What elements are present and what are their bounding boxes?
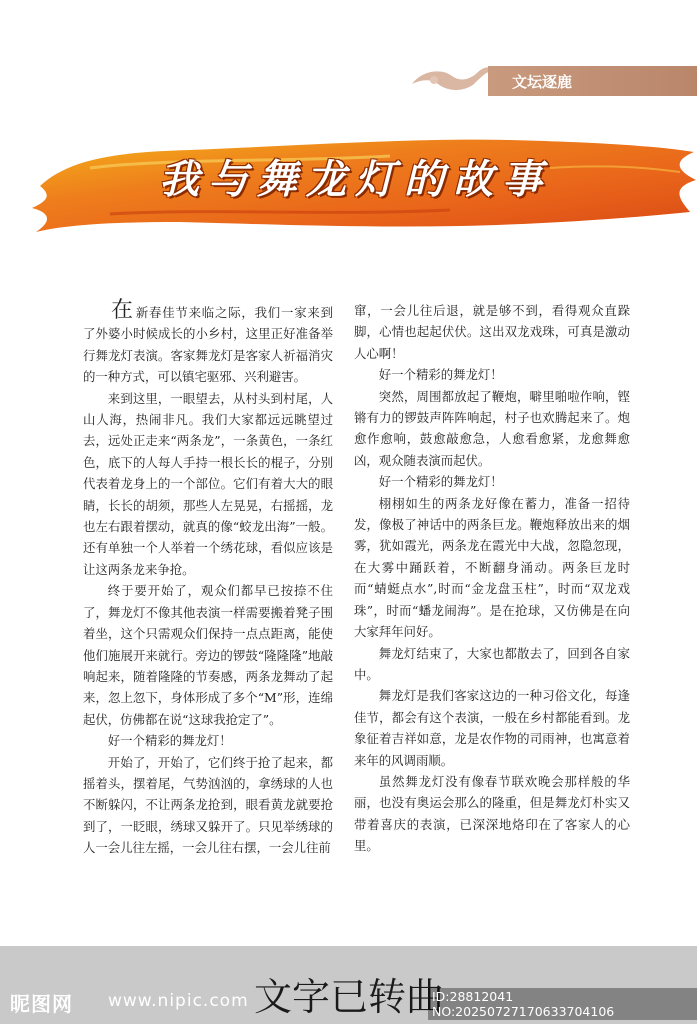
site-url[interactable]: www.nipic.com xyxy=(108,991,249,1011)
paragraph: 来到这里，一眼望去，从村头到村尾，人山人海，热闹非凡。我们大家都远远眺望过去，远处正走来“两条龙”，一条黄色，一条红色，底下的人每人手持一根长长的棍子，分别代表着龙身上的一个部位。它们有着大大的眼睛，长长的胡须，那些人左晃晃，右摇摇，龙也左右跟着摆动，就真的像“蛟龙出海”一般。还有单独一个人举着一个绣花球，看似应该是让这两条龙来争抢。 xyxy=(83,390,333,577)
article-right-column xyxy=(354,300,630,857)
paragraph: 虽然舞龙灯没有像春节联欢晚会那样般的华丽，也没有奥运会那么的隆重，但是舞龙灯朴实又带着喜庆的表演，已深深地烙印在了客家人的心里。 xyxy=(354,773,630,854)
paragraph: 终于要开始了，观众们都早已按捺不住了，舞龙灯不像其他表演一样需要搬着凳子围着坐，这个只需观众们保持一点点距离，能使他们施展开来就行。旁边的锣鼓“隆隆隆”地敲响起来，随着隆隆的节奏感，两条龙舞动了起来，忽上忽下，身体形成了多个“M”形，连绵起伏，仿佛都在说“这球我抢定了”。 xyxy=(83,583,333,727)
paragraph xyxy=(83,300,333,388)
outline-notice: 文字已转曲 xyxy=(254,975,445,1019)
paragraph: 好一个精彩的舞龙灯！ xyxy=(378,474,503,490)
site-logo: 昵图网 xyxy=(10,992,73,1016)
page-title: 我与舞龙灯的故事 xyxy=(159,157,551,203)
paragraph: 窜，一会儿往后退，就是够不到，看得观众直跺脚，心情也起起伏伏。这出双龙戏珠，可真是激动人心啊！ xyxy=(354,303,630,361)
paragraph: 突然，周围都放起了鞭炮，噼里啪啦作响，铿锵有力的锣鼓声阵阵响起，村子也欢腾起来了。炮愈作愈响，鼓愈敲愈急，人愈看愈紧，龙愈舞愈凶，观众随表演而起伏。 xyxy=(354,388,630,468)
paragraph: 栩栩如生的两条龙好像在蓄力，准备一招待发，像极了神话中的两条巨龙。鞭炮释放出来的烟雾，犹如霞光，两条龙在霞光中大战，忽隐忽现，在大雾中踊跃着，不断翻身涌动。两条巨龙时而“蜻蜓点水”,时而“金龙盘玉柱”，时而“双龙戏珠”，时而“蟠龙闹海”。是在抢球，又仿佛是在向大家拜年问好。 xyxy=(354,495,630,640)
paragraph: 好一个精彩的舞龙灯！ xyxy=(107,733,232,749)
section-title: 文坛逐鹿 xyxy=(512,73,573,91)
image-id-label: ID:28812041 NO:20250727170633704106 xyxy=(428,988,697,1020)
paragraph: 舞龙灯是我们客家这边的一种习俗文化，每逢佳节，都会有这个表演，一般在乡村都能看到。龙象征着吉祥如意，龙是农作物的司雨神，也寓意着来年的风调雨顺。 xyxy=(354,688,630,768)
article-left-column xyxy=(83,300,333,859)
paragraph-text: 新春佳节来临之际，我们一家来到了外婆小时候成长的小乡村，这里正好准备举行舞龙灯表演。客家舞龙灯是客家人祈福消灾的一种方式，可以镇宅驱邪、兴利避害。 xyxy=(83,305,333,385)
drop-cap: 在 xyxy=(111,298,134,323)
paragraph: 舞龙灯结束了，大家也都散去了，回到各自家中。 xyxy=(354,645,630,682)
paragraph: 开始了，开始了，它们终于抢了起来，都摇着头，摆着尾，气势汹汹的，拿绣球的人也不断躲闪，不让两条龙抢到，眼看黄龙就要抢到了，一眨眼，绣球又躲开了。只见举绣球的人一会儿往左摇，一会儿往右摆，一会儿往前 xyxy=(83,754,333,856)
paragraph: 好一个精彩的舞龙灯！ xyxy=(378,367,503,383)
swirl-decoration-icon xyxy=(408,62,498,98)
